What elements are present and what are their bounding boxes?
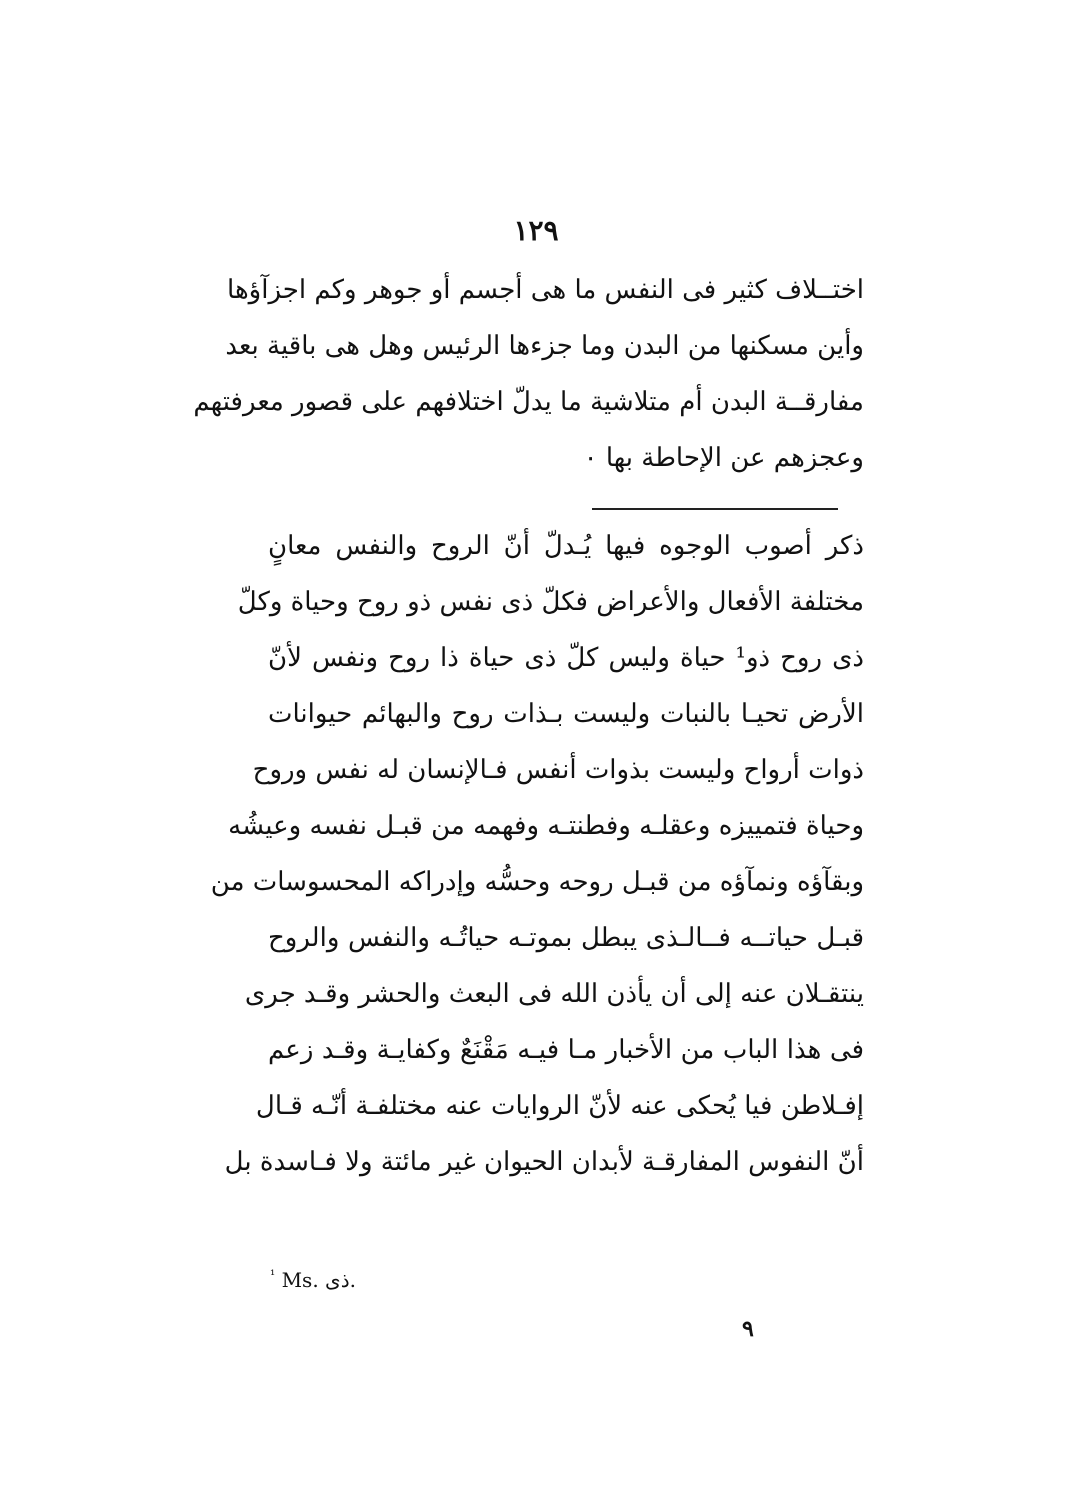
text-line: ينتقـلان عنه إلى أن يأذن الله فى البعث والحشر وقـد جرى — [244, 979, 864, 1009]
text-line: الأرض تحيـا بالنبات وليست بـذات روح والبهائم حيوانات — [268, 699, 864, 729]
paragraph-2 — [210, 518, 864, 1190]
text-line: مختلفة الأفعال والأعراض فكلّ ذى نفس ذو روح وحياة وكلّ — [237, 587, 864, 617]
text-line: إفـلاطن فيا يُحكى عنه لأنّ الروايات عنه مختلفـة أنّـه قـال — [255, 1091, 864, 1121]
text-line: أنّ النفوس المفارقـة لأبدان الحيوان غير مائتة ولا فـاسدة بل — [224, 1147, 864, 1177]
signature-mark: ٩ — [742, 1316, 754, 1342]
text-line: ذوات أرواح وليست بذوات أنفس فـالإنسان له نفس وروح — [252, 755, 864, 785]
section-divider — [592, 508, 838, 510]
text-line: قبـل حياتــه فــالـذى يبطل بموتـه حياتُـه والنفس والروح — [268, 923, 864, 953]
text-line: وأين مسكنها من البدن وما جزءها الرئيس وهل هى باقية بعد — [225, 331, 864, 361]
text-line: وبقآؤه ونمآؤه من قبـل روحه وحسُّه وإدراكه المحسوسات من — [210, 867, 864, 897]
footnote — [270, 1268, 356, 1292]
text-line: مفارقــة البدن أم متلاشية ما يدلّ اختلافهم على قصور معرفتهم — [193, 387, 864, 417]
text-line: ذكر أصوب الوجوه فيها يُـدلّ أنّ الروح والنفس معانٍ — [268, 531, 864, 561]
text-line: اختــلاف كثير فى النفس ما هى أجسم أو جوهر وكم اجزآؤها — [227, 275, 864, 305]
text-line: وحياة فتمييزه وعقلـه وفطنتـه وفهمه من قبـل نفسه وعيشُه — [228, 811, 864, 841]
text-line: وعجزهم عن الإحاطة بها ٠ — [583, 443, 864, 473]
footnote-mark: ¹ — [270, 1268, 276, 1283]
page-number: ١٢٩ — [513, 214, 559, 247]
footnote-text: Ms. ذى. — [281, 1268, 356, 1292]
text-line: ذى روح ذو¹ حياة وليس كلّ ذى حياة ذا روح ونفس لأنّ — [268, 643, 864, 673]
paragraph-1 — [193, 262, 864, 486]
text-line: فى هذا الباب من الأخبار مـا فيـه مَقْنَعٌ وكفايـة وقـد زعم — [268, 1035, 864, 1065]
